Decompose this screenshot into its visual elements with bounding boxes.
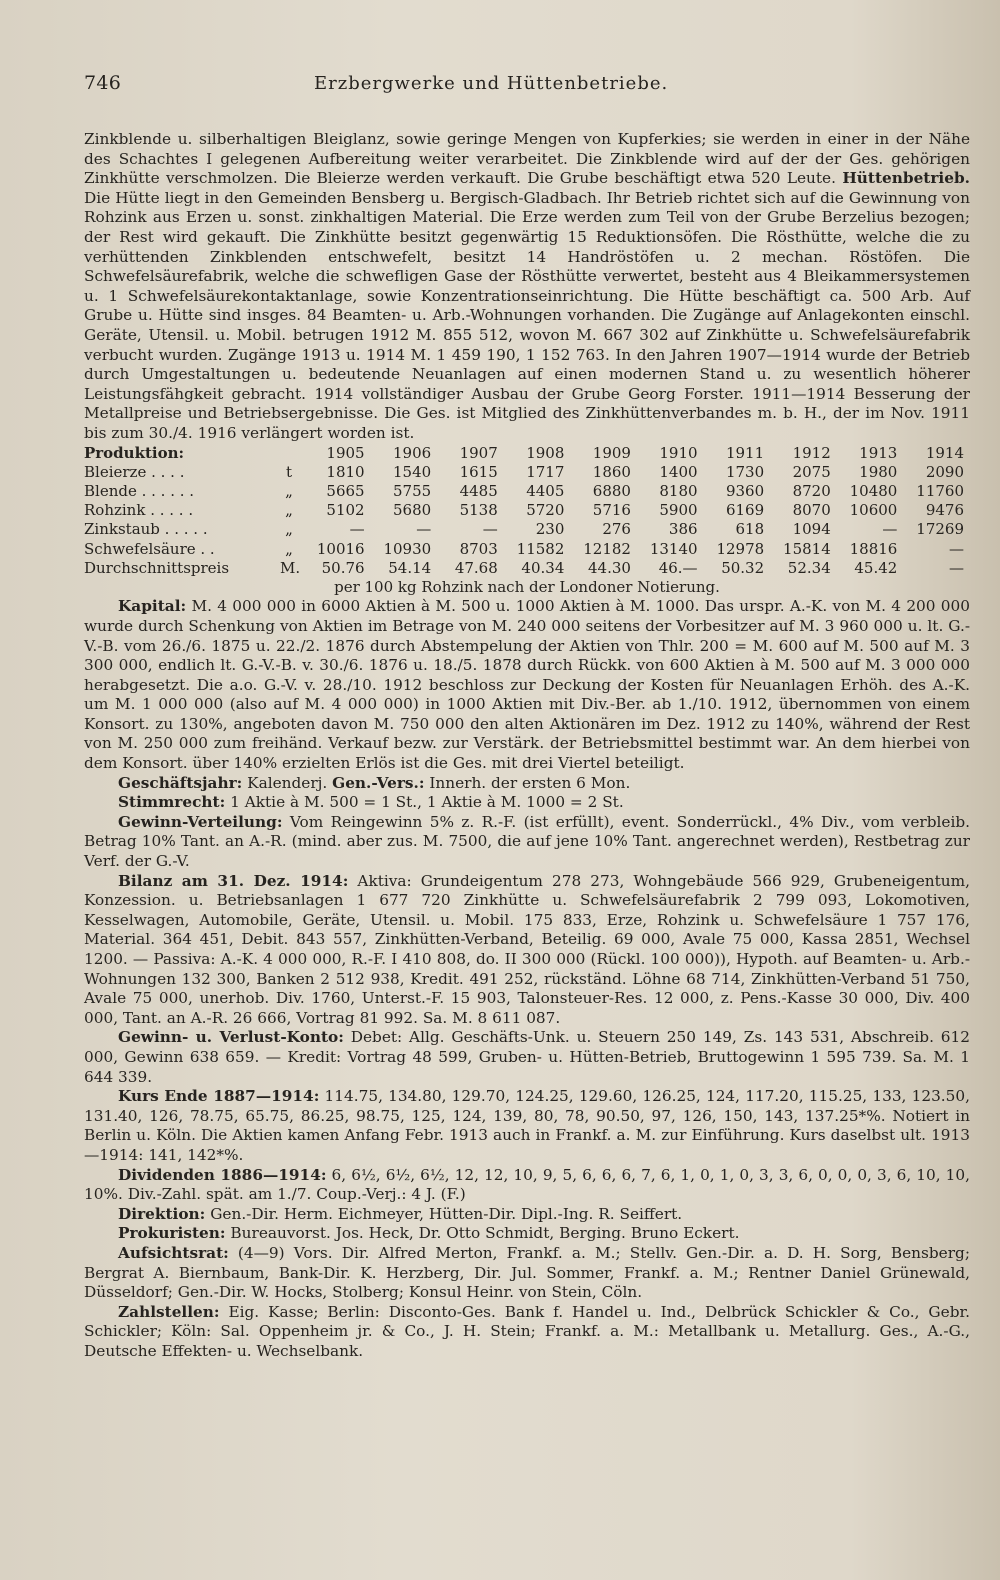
section-label: Stimmrecht:: [118, 793, 226, 812]
value-cell: 10480: [849, 481, 898, 500]
year-cell: 1911: [725, 443, 765, 462]
section-label: Prokuristen:: [118, 1224, 226, 1243]
section-text: Gen.-Dir. Herm. Eichmeyer, Hütten-Dir. Dipl.-Ing. R. Seiffert.: [205, 1204, 683, 1223]
production-label: Produktion:: [84, 443, 185, 462]
section-paragraph: [84, 1244, 970, 1303]
value-cell: 9476: [925, 501, 964, 520]
row-label: Rohzink . . . . .: [84, 501, 194, 520]
intro-paragraph: [84, 130, 970, 444]
running-head: Erzbergwerke und Hüttenbetriebe.: [314, 73, 669, 94]
value-cell: 12182: [583, 539, 631, 558]
value-cell: —: [482, 520, 498, 539]
value-cell: 1810: [326, 462, 365, 481]
year-cell: 1914: [925, 443, 964, 462]
production-table: [84, 444, 964, 578]
section-text: Bureauvorst. Jos. Heck, Dr. Otto Schmidt, Berging. Bruno Eckert.: [225, 1224, 740, 1243]
row-label: Blende . . . . . .: [84, 481, 195, 500]
section-label-2: Gen.-Vers.:: [332, 773, 425, 792]
section-label: Dividenden 1886—1914:: [118, 1165, 327, 1184]
value-cell: 1980: [859, 462, 898, 481]
value-cell: 386: [668, 520, 698, 539]
year-cell: 1910: [659, 443, 698, 462]
value-cell: 1860: [592, 462, 631, 481]
value-cell: 8070: [792, 501, 831, 520]
value-cell: 5720: [526, 501, 565, 520]
production-row: [84, 540, 964, 559]
value-cell: 54.14: [388, 558, 432, 577]
value-cell: 50.32: [721, 558, 765, 577]
value-cell: 1717: [526, 462, 565, 481]
section-text: 1 Aktie à M. 500 = 1 St., 1 Aktie à M. 1000 = 2 St.: [225, 793, 624, 812]
intro-text-2: Die Hütte liegt in den Gemeinden Bensberg u. Bergisch-Gladbach. Ihr Betrieb richtet sich auf die Gewinnung von Rohzink aus Erzen u. sonst. zinkhaltigen Material. Die Erze werden zum Teil von der Grube Berzelius bezogen; der Rest wird gekauft. Die Zinkhütte besitzt gegenwärtig 15 Reduktionsöfen. Die Rösthütte, welche die zu verhüttenden Zinkblenden entschwefelt, besitzt 14 Handröstöfen u. 2 mechan. Röstöfen. Die Schwefelsäurefabrik, welche die schwefligen Gase der Rösthütte verwertet, besteht aus 4 Bleikammersystemen u. 1 Schwefelsäurekontaktanlage, sowie Konzentrationseinrichtung. Die Hütte beschäftigt ca. 500 Arb. Auf Grube u. Hütte sind insges. 84 Beamten- u. Arb.-Wohnungen vorhanden. Die Zugänge auf Anlagekonten einschl. Geräte, Utensil. u. Mobil. betrugen 1912 M. 855 512, wovon M. 667 302 auf Zinkhütte u. Schwefelsäurefabrik verbucht wurden. Zugänge 1913 u. 1914 M. 1 459 190, 1 152 763. In den Jahren 1907—1914 wurde der Betrieb durch Umgestaltungen u. bedeutende Neuanlagen auf einen modernen Stand u. zu wesentlich höherer Leistungsfähgkeit gebracht. 1914 vollständiger Ausbau der Grube Georg Forster. 1911—1914 Besserung der Metallpreise und Betriebsergebnisse. Die Ges. ist Mitglied des Zinkhüttenverbandes m. b. H., der im Nov. 1911 bis zum 30./4. 1916 verlängert worden ist.: [84, 188, 970, 442]
row-label: Bleierze . . . .: [84, 462, 185, 481]
value-cell: —: [416, 520, 432, 539]
section-text: Kalenderj.: [242, 773, 333, 792]
value-cell: 44.30: [588, 558, 631, 577]
year-cell: 1913: [859, 443, 898, 462]
section-paragraph: [84, 1303, 970, 1362]
value-cell: 276: [602, 520, 631, 539]
value-cell: 4405: [526, 481, 565, 500]
production-row: [84, 482, 964, 501]
year-cell: 1907: [459, 443, 498, 462]
value-cell: 5102: [326, 501, 365, 520]
value-cell: 6169: [725, 501, 765, 520]
row-label: Zinkstaub . . . . .: [84, 520, 208, 539]
row-unit: t: [285, 462, 293, 481]
label-huettenbetrieb: Hüttenbetrieb.: [842, 169, 970, 188]
value-cell: 2075: [792, 462, 831, 481]
section-paragraph: [84, 1166, 970, 1205]
section-label: Geschäftsjahr:: [118, 773, 243, 792]
value-cell: 15814: [783, 539, 831, 558]
section-label: Gewinn-Verteilung:: [118, 812, 283, 831]
year-cell: 1908: [526, 443, 565, 462]
row-unit: „: [285, 501, 293, 520]
production-row: [84, 559, 964, 578]
value-cell: 50.76: [321, 558, 365, 577]
value-cell: 5680: [393, 501, 432, 520]
value-cell: 1540: [393, 462, 432, 481]
section-text: Vom Reingewinn 5% z. R.-F. (ist erfüllt), event. Sonderrückl., 4% Div., vom verbleib. Betrag 10% Tant. an A.-R. (mind. aber zus. M. 7500, die auf jene 10% Tant. angerechnet werden), Restbetrag zur Verf. der G.-V.: [84, 812, 970, 871]
value-cell: 5900: [659, 501, 698, 520]
value-cell: 13140: [649, 539, 698, 558]
value-cell: 618: [735, 520, 765, 539]
value-cell: 5716: [592, 501, 631, 520]
value-cell: 17269: [916, 520, 964, 539]
value-cell: 52.34: [787, 558, 831, 577]
value-cell: 1094: [792, 520, 831, 539]
value-cell: 10016: [316, 539, 365, 558]
section-label: Kapital:: [118, 597, 187, 616]
section-text: 114.75, 134.80, 129.70, 124.25, 129.60, 126.25, 124, 117.20, 115.25, 133, 123.50, 131.40, 126, 78.75, 65.75, 86.25, 98.75, 125, 124, 139, 80, 78, 90.50, 97, 126, 150, 143, 137.25*%. Notiert in Berlin u. Köln. Die Aktien kamen Anfang Febr. 1913 auch in Frankf. a. M. zur Einführung. Kurs daselbst ult. 1913—1914: 141, 142*%.: [84, 1087, 970, 1164]
section-text: Debet: Allg. Geschäfts-Unk. u. Steuern 250 149, Zs. 143 531, Abschreib. 612 000, Gewinn 638 659. — Kredit: Vortrag 48 599, Gruben- u. Hütten-Betrieb, Bruttogewinn 1 595 739. Sa. M. 1 644 339.: [84, 1028, 970, 1086]
section-text: M. 4 000 000 in 6000 Aktien à M. 500 u. 1000 Aktien à M. 1000. Das urspr. A.-K. von M. 4 200 000 wurde durch Schenkung von Aktien im Betrage von M. 240 000 seitens der Vorbesitzer auf M. 3 960 000 u. lt. G.-V.-B. vom 26./6. 1875 u. 22./2. 1876 durch Abstempelung der Aktien von Thlr. 200 = M. 600 auf M. 500 auf M. 3 300 000, endlich lt. G.-V.-B. v. 30./6. 1876 u. 18./5. 1878 durch Rückk. von 600 Aktien à M. 500 auf M. 3 000 000 herabgesetzt. Die a.o. G.-V. v. 28./10. 1912 beschloss zur Deckung der Kosten für Neuanlagen Erhöh. des A.-K. um M. 1 000 000 (also auf M. 4 000 000) in 1000 Aktien mit Div.-Ber. ab 1./10. 1912, übernommen von einem Konsort. zu 130%, angeboten davon M. 750 000 den alten Aktionären im Dez. 1912 zu 140%, während der Rest von M. 250 000 zum freihänd. Verkauf bezw. zur Verstärk. der Betriebsmittel bestimmt war. An dem hierbei von dem Konsort. über 140% erzielten Erlös ist die Ges. mit drei Viertel beteiligt.: [84, 597, 970, 773]
section-label: Aufsichtsrat:: [118, 1243, 229, 1262]
value-cell: 47.68: [454, 558, 498, 577]
value-cell: 4485: [459, 481, 498, 500]
section-paragraph: [84, 872, 970, 1029]
value-cell: 2090: [925, 462, 964, 481]
section-label: Direktion:: [118, 1204, 206, 1223]
section-paragraph: [84, 1087, 970, 1165]
page-number: 746: [84, 72, 122, 94]
value-cell: 9360: [725, 481, 765, 500]
value-cell: 8703: [459, 539, 498, 558]
section-text: 6, 6½, 6½, 6½, 12, 12, 10, 9, 5, 6, 6, 6, 7, 6, 1, 0, 1, 0, 3, 3, 6, 0, 0, 0, 3, 6, 10, 10, 10%. Div.-Zahl. spät. am 1./7. Coup.-Verj.: 4 J. (F.): [84, 1165, 970, 1204]
section-paragraph: [84, 813, 970, 872]
section-paragraph: [84, 1028, 970, 1087]
value-cell: 8180: [659, 481, 698, 500]
intro-text-1: Zinkblende u. silberhaltigen Bleiglanz, sowie geringe Mengen von Kupferkies; sie werden in einer in der Nähe des Schachtes I gelegenen Aufbereitung weiter verarbeitet. Die Zinkblende wird auf der der Ges. gehörigen Zinkhütte verschmolzen. Die Bleierze werden verkauft. Die Grube beschäftigt etwa 520 Leute.: [84, 130, 970, 188]
year-cell: 1909: [592, 443, 631, 462]
value-cell: 10600: [849, 501, 898, 520]
row-label: Schwefelsäure . .: [84, 539, 215, 558]
section-label: Zahlstellen:: [118, 1302, 220, 1321]
section-paragraph: [84, 1205, 970, 1225]
section-label: Gewinn- u. Verlust-Konto:: [118, 1028, 344, 1047]
value-cell: 18816: [849, 539, 898, 558]
section-paragraph: [84, 1224, 970, 1244]
value-cell: —: [949, 539, 964, 558]
value-cell: —: [949, 558, 964, 577]
row-label: Durchschnittspreis: [84, 558, 230, 577]
value-cell: 12978: [716, 539, 765, 558]
value-cell: 40.34: [521, 558, 565, 577]
year-cell: 1912: [792, 443, 831, 462]
sections-container: [84, 597, 970, 1361]
value-cell: 10930: [383, 539, 432, 558]
value-cell: 46.—: [658, 558, 698, 577]
row-unit: „: [285, 481, 293, 500]
value-cell: 6880: [592, 481, 631, 500]
row-unit: „: [285, 539, 293, 558]
section-label: Bilanz am 31. Dez. 1914:: [118, 871, 349, 890]
value-cell: 1400: [659, 462, 698, 481]
production-row: [84, 520, 964, 539]
section-label: Kurs Ende 1887—1914:: [118, 1087, 320, 1106]
production-row: [84, 501, 964, 520]
section-paragraph: [84, 597, 970, 773]
value-cell: —: [349, 520, 365, 539]
value-cell: 5755: [393, 481, 432, 500]
value-cell: 230: [535, 520, 565, 539]
value-cell: 5138: [459, 501, 498, 520]
row-unit: M.: [280, 558, 301, 577]
value-cell: 5665: [326, 481, 365, 500]
value-cell: —: [882, 520, 898, 539]
value-cell: 45.42: [854, 558, 898, 577]
section-text-2: Innerh. der ersten 6 Mon.: [424, 773, 631, 792]
section-paragraph: [84, 774, 970, 794]
section-text: Aktiva: Grundeigentum 278 273, Wohngebäude 566 929, Grubeneigentum, Konzession. u. Betriebsanlagen 1 677 720 Zinkhütte u. Schwefelsäurefabrik 2 799 093, Lokomotiven, Kesselwagen, Automobile, Geräte, Utensil. u. Mobil. 175 833, Erze, Rohzink u. Schwefelsäure 1 757 176, Material. 364 451, Debit. 843 557, Zinkhütten-Verband, Beteilig. 69 000, Avale 75 000, Kassa 2851, Wechsel 1200. — Passiva: A.-K. 4 000 000, R.-F. I 410 808, do. II 300 000 (Rückl. 100 000)), Hypoth. auf Beamten- u. Arb.-Wohnungen 132 300, Banken 2 512 938, Kredit. 491 252, rückständ. Löhne 68 714, Zinkhütten-Verband 51 750, Avale 75 000, unerhob. Div. 1760, Unterst.-F. 15 903, Talonsteuer-Res. 12 000, z. Pens.-Kasse 30 000, Div. 400 000, Tant. an A.-R. 26 666, Vortrag 81 992. Sa. M. 8 611 087.: [84, 871, 970, 1027]
row-unit: „: [285, 520, 293, 539]
year-cell: 1905: [326, 443, 365, 462]
year-cell: 1906: [393, 443, 432, 462]
section-text: Eig. Kasse; Berlin: Disconto-Ges. Bank f. Handel u. Ind., Delbrück Schickler & Co., Gebr. Schickler; Köln: Sal. Oppenheim jr. & Co., J. H. Stein; Frankf. a. M.: Metallbank u. Metallurg. Ges., A.-G., Deutsche Effekten- u. Wechselbank.: [84, 1302, 970, 1360]
production-header-row: [84, 444, 964, 463]
page-body: [84, 130, 970, 1361]
section-text: (4—9) Vors. Dir. Alfred Merton, Frankf. a. M.; Stellv. Gen.-Dir. a. D. H. Sorg, Bensberg; Bergrat A. Biernbaum, Bank-Dir. K. Herzberg, Dir. Jul. Sommer, Frankf. a. M.; Rentner Daniel Grünewald, Düsseldorf; Gen.-Dir. W. Hocks, Stolberg; Konsul Heinr. von Stein, Cöln.: [84, 1243, 970, 1302]
production-note: per 100 kg Rohzink nach der Londoner Notierung.: [334, 577, 720, 596]
page-header: [84, 72, 970, 102]
value-cell: 11582: [516, 539, 565, 558]
production-row: [84, 463, 964, 482]
section-paragraph: [84, 793, 970, 813]
value-cell: 1730: [725, 462, 765, 481]
value-cell: 1615: [459, 462, 498, 481]
value-cell: 8720: [792, 481, 831, 500]
value-cell: 11760: [916, 481, 964, 500]
